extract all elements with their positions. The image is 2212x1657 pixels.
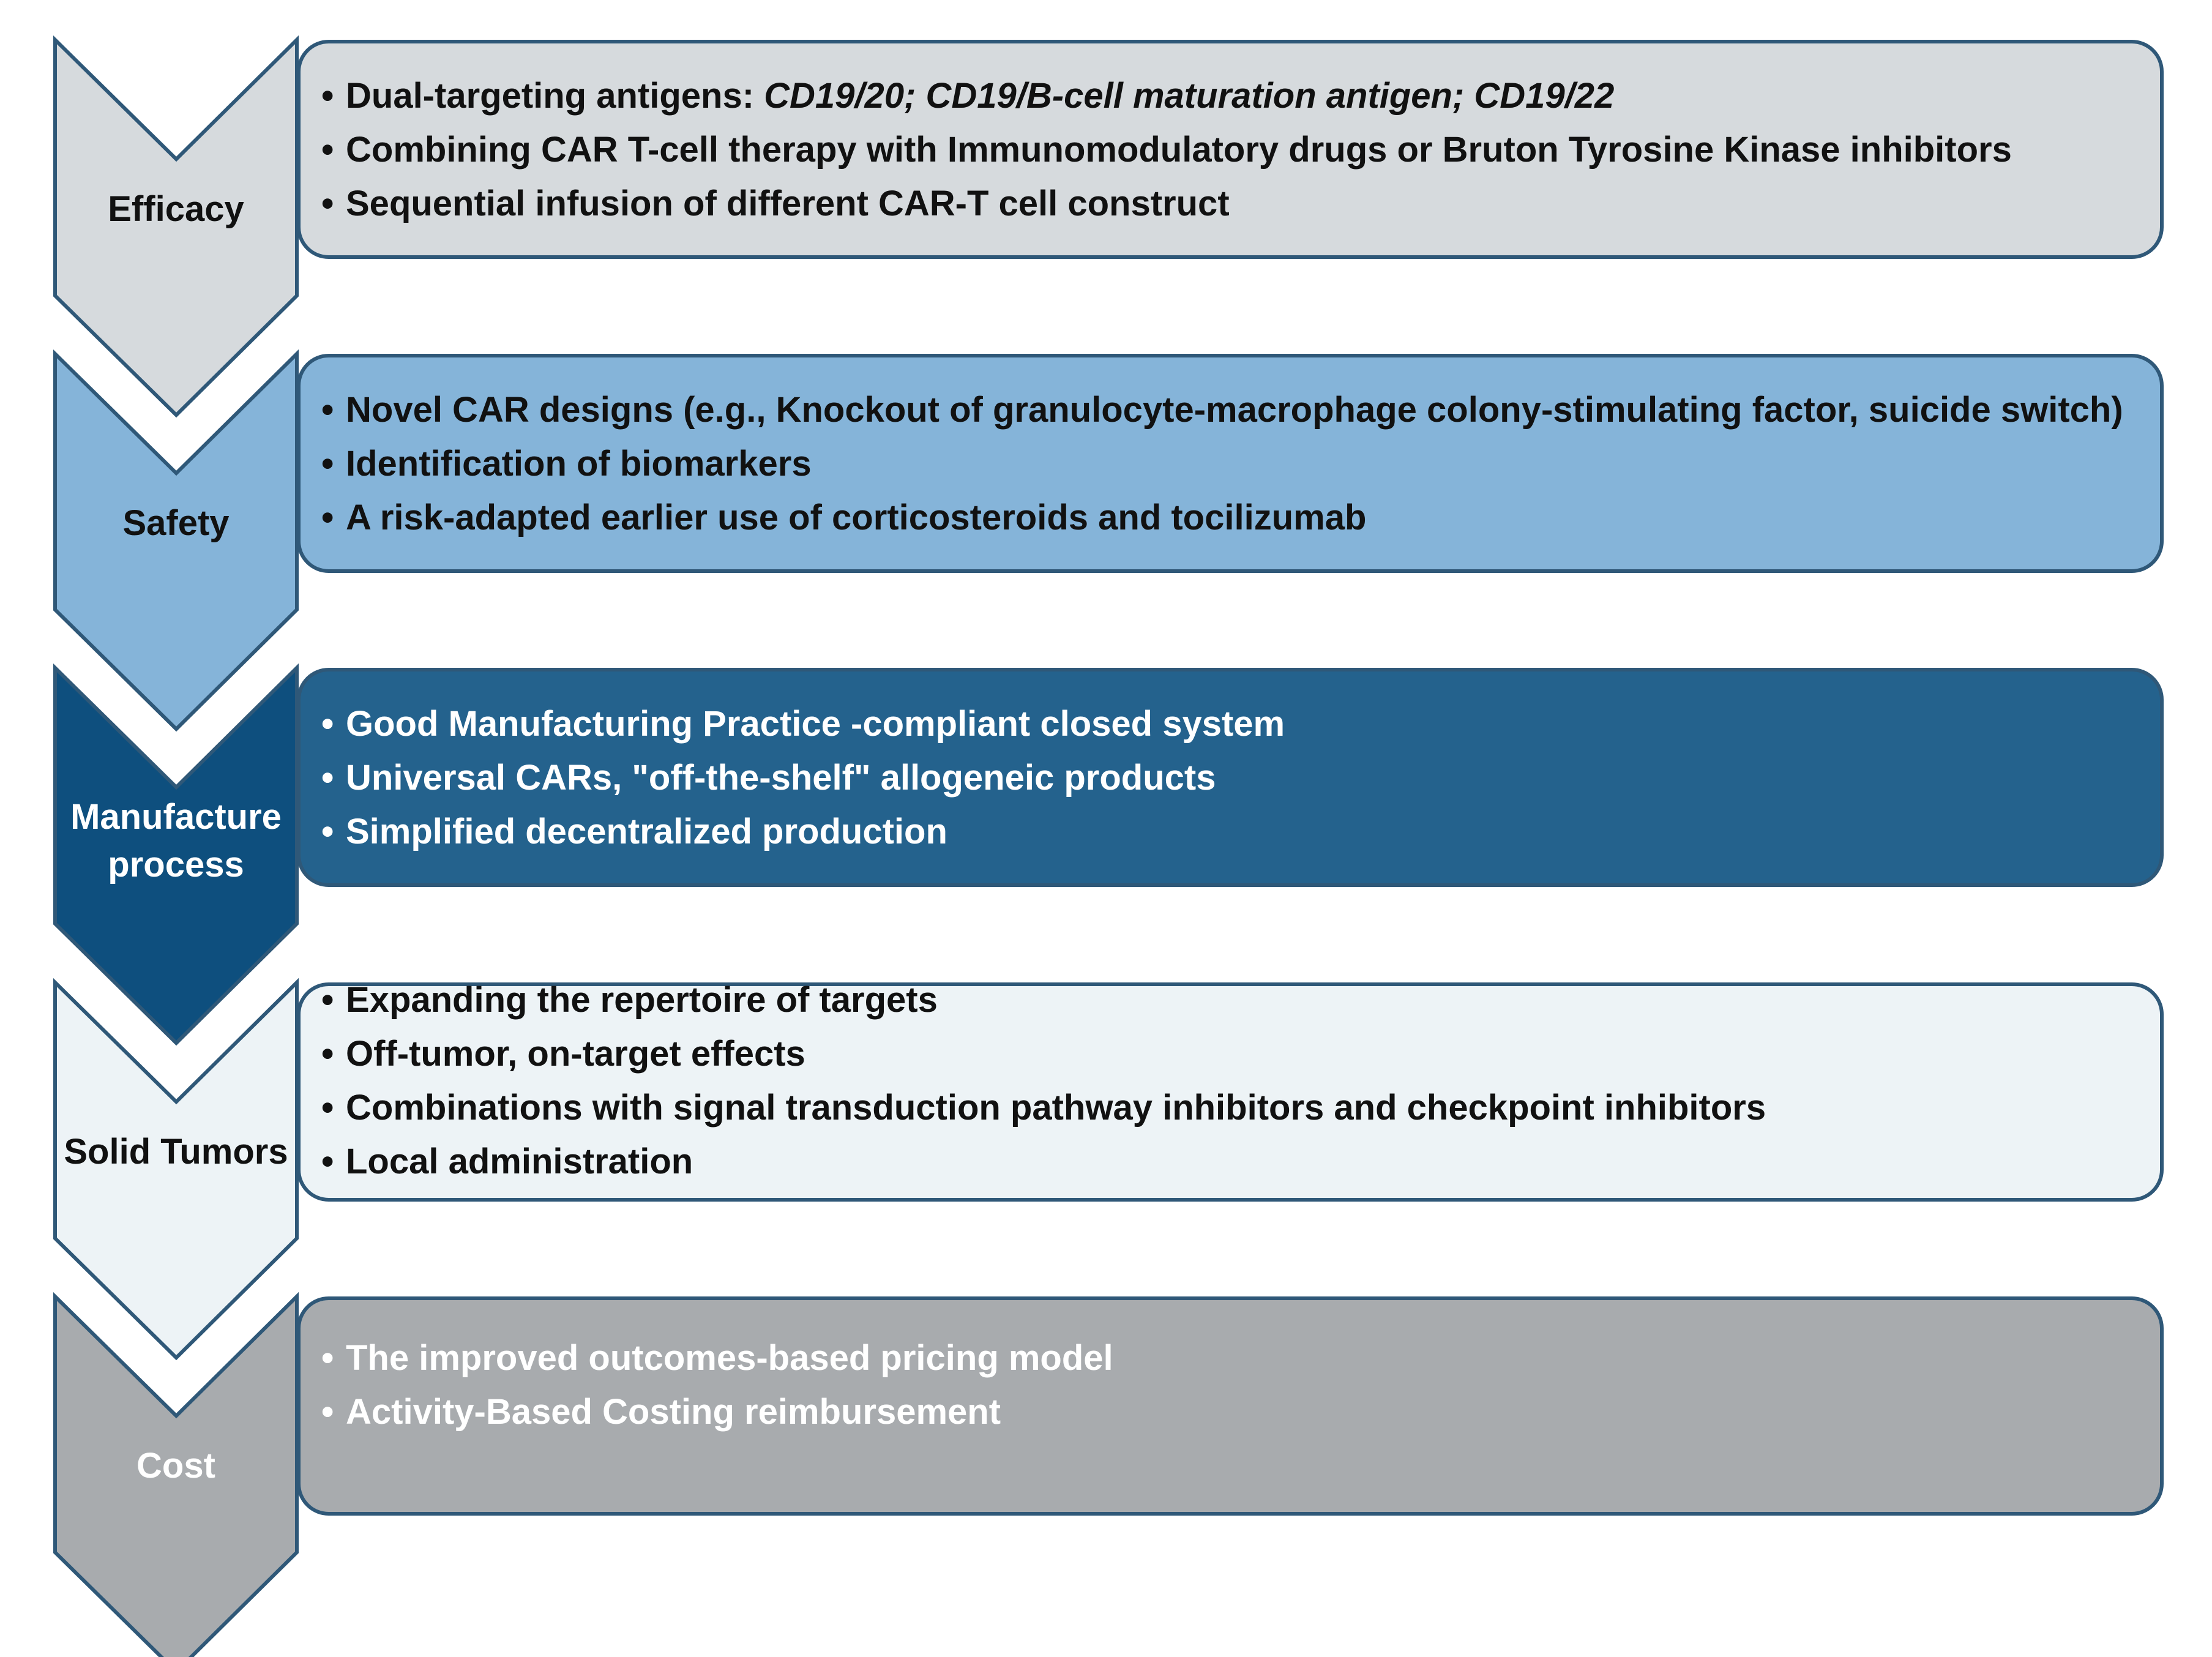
safety-bullet-item bbox=[321, 437, 2188, 491]
manufacture-process-bullet-list bbox=[321, 697, 2188, 859]
bullet-text: Novel CAR designs (e.g., Knockout of granulocyte-macrophage colony-stimulating factor, suicide switch) bbox=[346, 390, 2123, 430]
efficacy-bullet-item bbox=[321, 177, 2188, 231]
efficacy-bullet-item bbox=[321, 123, 2188, 177]
bullet-text: Universal CARs, "off-the-shelf" allogeneic products bbox=[346, 758, 1216, 798]
bullet-italic-text: CD19/20; CD19/B-cell maturation antigen; CD19/22 bbox=[764, 76, 1615, 116]
solid-tumors-bullet-item bbox=[321, 1027, 2188, 1081]
solid-tumors-label: Solid Tumors bbox=[64, 1132, 288, 1172]
cost-bullet-list bbox=[321, 1331, 2188, 1439]
bullet-text: Good Manufacturing Practice -compliant closed system bbox=[346, 704, 1285, 744]
bullet-text: Dual-targeting antigens: bbox=[346, 76, 764, 116]
bullet-text: Combining CAR T-cell therapy with Immunomodulatory drugs or Bruton Tyrosine Kinase inhibitors bbox=[346, 130, 2012, 170]
safety-bullet-item bbox=[321, 491, 2188, 545]
efficacy-bullet-list bbox=[321, 69, 2188, 231]
solid-tumors-bullet-item bbox=[321, 1135, 2188, 1189]
manufacture-process-bullet-item bbox=[321, 805, 2188, 859]
manufacture-process-label: Manufacture process bbox=[70, 797, 282, 885]
cost-bullet-item bbox=[321, 1331, 2188, 1385]
bullet-text: Combinations with signal transduction pathway inhibitors and checkpoint inhibitors bbox=[346, 1088, 1766, 1128]
bullet-text: Simplified decentralized production bbox=[346, 812, 947, 851]
bullet-text: Local administration bbox=[346, 1142, 693, 1181]
efficacy-bullet-item bbox=[321, 69, 2188, 123]
efficacy-label: Efficacy bbox=[108, 189, 244, 229]
cost-label: Cost bbox=[136, 1446, 215, 1486]
bullet-text: Activity-Based Costing reimbursement bbox=[346, 1392, 1001, 1432]
bullet-text: Expanding the repertoire of targets bbox=[346, 980, 938, 1020]
safety-bullet-item bbox=[321, 383, 2188, 437]
solid-tumors-bullet-item bbox=[321, 1081, 2188, 1135]
bullet-text: Sequential infusion of different CAR-T cell construct bbox=[346, 184, 1230, 223]
safety-label: Safety bbox=[122, 503, 230, 543]
bullet-text: The improved outcomes-based pricing model bbox=[346, 1338, 1113, 1378]
safety-bullet-list bbox=[321, 383, 2188, 545]
cost-bullet-item bbox=[321, 1385, 2188, 1439]
bullet-text: A risk-adapted earlier use of corticosteroids and tocilizumab bbox=[346, 498, 1367, 537]
manufacture-process-bullet-item bbox=[321, 697, 2188, 751]
solid-tumors-bullet-list bbox=[321, 973, 2188, 1189]
solid-tumors-bullet-item bbox=[321, 973, 2188, 1027]
bullet-text: Identification of biomarkers bbox=[346, 444, 812, 484]
bullet-text: Off-tumor, on-target effects bbox=[346, 1034, 805, 1074]
manufacture-process-bullet-item bbox=[321, 751, 2188, 805]
